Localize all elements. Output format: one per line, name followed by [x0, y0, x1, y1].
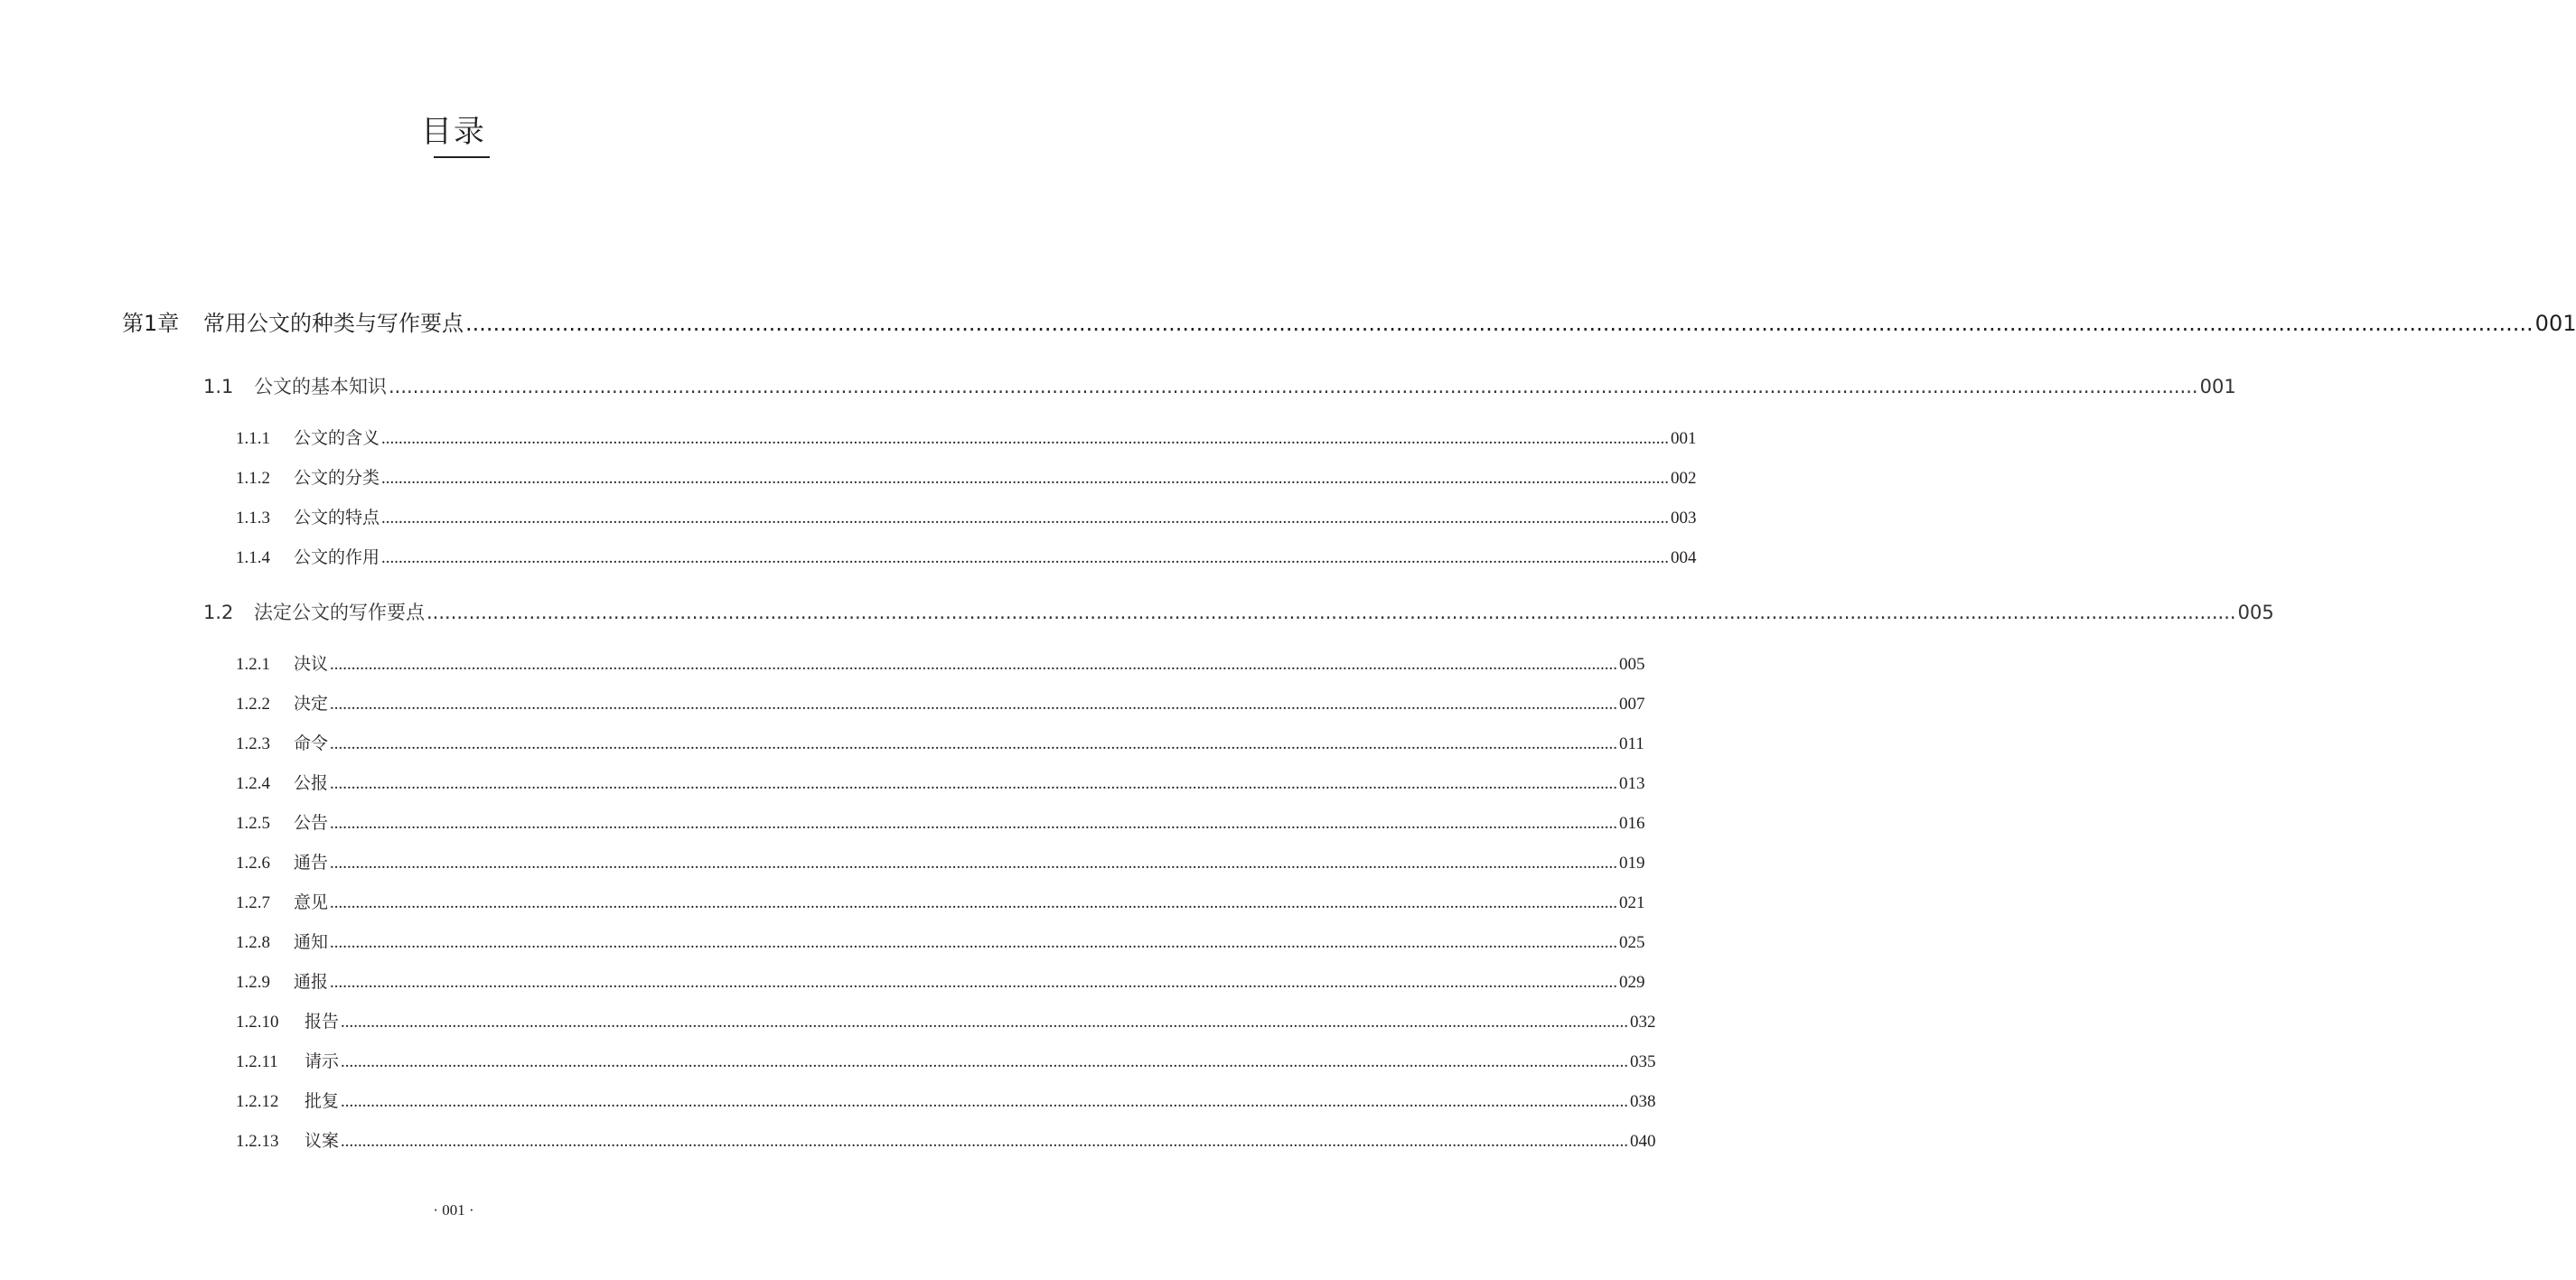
entry-title: 公告	[294, 814, 329, 833]
entry-title: 公文的分类	[294, 469, 380, 488]
toc-entry-subsection[interactable]	[236, 1127, 1656, 1154]
dot-leader: ............................................................................................................................................................................................................................................................................................................	[330, 973, 1618, 992]
toc-entry-chapter-1[interactable]	[122, 305, 2576, 341]
entry-number: 1.1.4	[236, 548, 270, 567]
entry-page-number: 004	[1671, 548, 1697, 567]
toc-entry-subsection[interactable]	[236, 425, 1697, 452]
entry-page-number: 001	[1671, 429, 1697, 448]
entry-title: 决议	[294, 655, 329, 674]
entry-title: 公报	[294, 774, 329, 793]
entry-title: 意见	[294, 893, 329, 912]
entry-number: 1.2.12	[236, 1092, 279, 1111]
entry-title: 请示	[304, 1052, 340, 1071]
dot-leader: ............................................................................................................................................................................................................................................................................................................	[465, 311, 2534, 336]
entry-page-number: 013	[1619, 774, 1645, 793]
dot-leader: ............................................................................................................................................................................................................................................................................................................	[381, 509, 1670, 528]
toc-entry-subsection[interactable]	[236, 1088, 1656, 1115]
dot-leader: ............................................................................................................................................................................................................................................................................................................	[330, 655, 1618, 674]
page-folio: · 001 ·	[433, 1201, 474, 1219]
entry-title: 公文的基本知识	[254, 376, 387, 397]
toc-entry-subsection[interactable]	[236, 1008, 1656, 1035]
toc-entry-subsection[interactable]	[236, 809, 1645, 836]
entry-title: 决定	[294, 695, 329, 714]
entry-title: 批复	[304, 1092, 340, 1111]
dot-leader: ............................................................................................................................................................................................................................................................................................................	[426, 602, 2236, 623]
entry-title: 报告	[304, 1013, 340, 1032]
entry-title: 公文的特点	[294, 509, 380, 528]
toc-entry-section[interactable]	[203, 372, 2236, 405]
entry-number: 1.2.10	[236, 1013, 279, 1032]
entry-number: 1.2.11	[236, 1052, 278, 1071]
entry-title: 通知	[294, 933, 329, 952]
entry-page-number: 005	[2237, 602, 2274, 623]
entry-page-number: 025	[1619, 933, 1645, 952]
toc-entry-section[interactable]	[203, 598, 2274, 631]
dot-leader: ............................................................................................................................................................................................................................................................................................................	[330, 814, 1618, 833]
entry-page-number: 038	[1630, 1092, 1656, 1111]
entry-page-number: 007	[1619, 695, 1645, 714]
toc-entry-subsection[interactable]	[236, 929, 1645, 956]
entry-page-number: 001	[2534, 311, 2576, 336]
toc-entry-subsection[interactable]	[236, 889, 1645, 916]
toc-entry-subsection[interactable]	[236, 849, 1645, 876]
entry-number: 1.2.7	[236, 893, 270, 912]
entry-page-number: 005	[1619, 655, 1645, 674]
toc-entry-subsection[interactable]	[236, 464, 1697, 491]
toc-entry-subsection[interactable]	[236, 650, 1645, 677]
dot-leader: ............................................................................................................................................................................................................................................................................................................	[330, 854, 1618, 873]
entry-page-number: 001	[2199, 376, 2236, 397]
dot-leader: ............................................................................................................................................................................................................................................................................................................	[330, 695, 1618, 714]
entry-page-number: 002	[1671, 469, 1697, 488]
entry-number: 1.2	[203, 602, 234, 623]
entry-page-number: 029	[1619, 973, 1645, 992]
dot-leader: ............................................................................................................................................................................................................................................................................................................	[330, 933, 1618, 952]
entry-title: 议案	[304, 1132, 340, 1151]
entry-page-number: 032	[1630, 1013, 1656, 1032]
entry-number: 1.2.3	[236, 734, 270, 753]
entry-page-number: 016	[1619, 814, 1645, 833]
entry-title: 公文的含义	[294, 429, 380, 448]
dot-leader: ............................................................................................................................................................................................................................................................................................................	[341, 1052, 1629, 1071]
entry-title: 公文的作用	[294, 548, 380, 567]
toc-entry-subsection[interactable]	[236, 968, 1645, 995]
entry-page-number: 011	[1619, 734, 1644, 753]
toc-entry-subsection[interactable]	[236, 730, 1644, 757]
toc-entry-subsection[interactable]	[236, 1048, 1656, 1075]
entry-number: 1.2.8	[236, 933, 270, 952]
dot-leader: ............................................................................................................................................................................................................................................................................................................	[381, 548, 1670, 567]
page-title: 目录	[421, 114, 486, 150]
entry-title: 通告	[294, 854, 329, 873]
toc-entry-subsection[interactable]	[236, 544, 1697, 571]
dot-leader: ............................................................................................................................................................................................................................................................................................................	[341, 1092, 1629, 1111]
entry-page-number: 021	[1619, 893, 1645, 912]
entry-page-number: 035	[1630, 1052, 1656, 1071]
toc-entry-subsection[interactable]	[236, 504, 1697, 531]
entry-number: 1.1.3	[236, 509, 270, 528]
entry-number: 1.2.1	[236, 655, 270, 674]
entry-page-number: 019	[1619, 854, 1645, 873]
dot-leader: ............................................................................................................................................................................................................................................................................................................	[341, 1132, 1629, 1151]
entry-number: 1.1.1	[236, 429, 270, 448]
entry-number: 1.2.4	[236, 774, 270, 793]
entry-number: 1.2.2	[236, 695, 270, 714]
entry-page-number: 003	[1671, 509, 1697, 528]
entry-number: 1.1	[203, 376, 234, 397]
entry-page-number: 040	[1630, 1132, 1656, 1151]
entry-number: 1.1.2	[236, 469, 270, 488]
dot-leader: ............................................................................................................................................................................................................................................................................................................	[330, 774, 1618, 793]
entry-title: 常用公文的种类与写作要点	[203, 311, 464, 336]
dot-leader: ............................................................................................................................................................................................................................................................................................................	[330, 893, 1618, 912]
toc-entry-subsection[interactable]	[236, 770, 1645, 797]
toc-entry-subsection[interactable]	[236, 690, 1645, 717]
entry-number: 1.2.6	[236, 854, 270, 873]
dot-leader: ............................................................................................................................................................................................................................................................................................................	[381, 469, 1670, 488]
entry-title: 法定公文的写作要点	[254, 602, 425, 623]
entry-number: 1.2.5	[236, 814, 270, 833]
entry-number: 1.2.9	[236, 973, 270, 992]
title-underline	[434, 156, 490, 158]
dot-leader: ............................................................................................................................................................................................................................................................................................................	[389, 376, 2198, 397]
dot-leader: ............................................................................................................................................................................................................................................................................................................	[381, 429, 1670, 448]
dot-leader: ............................................................................................................................................................................................................................................................................................................	[341, 1013, 1629, 1032]
entry-title: 命令	[294, 734, 329, 753]
entry-number: 第1章	[122, 311, 180, 336]
entry-number: 1.2.13	[236, 1132, 279, 1151]
dot-leader: ............................................................................................................................................................................................................................................................................................................	[330, 734, 1618, 753]
entry-title: 通报	[294, 973, 329, 992]
